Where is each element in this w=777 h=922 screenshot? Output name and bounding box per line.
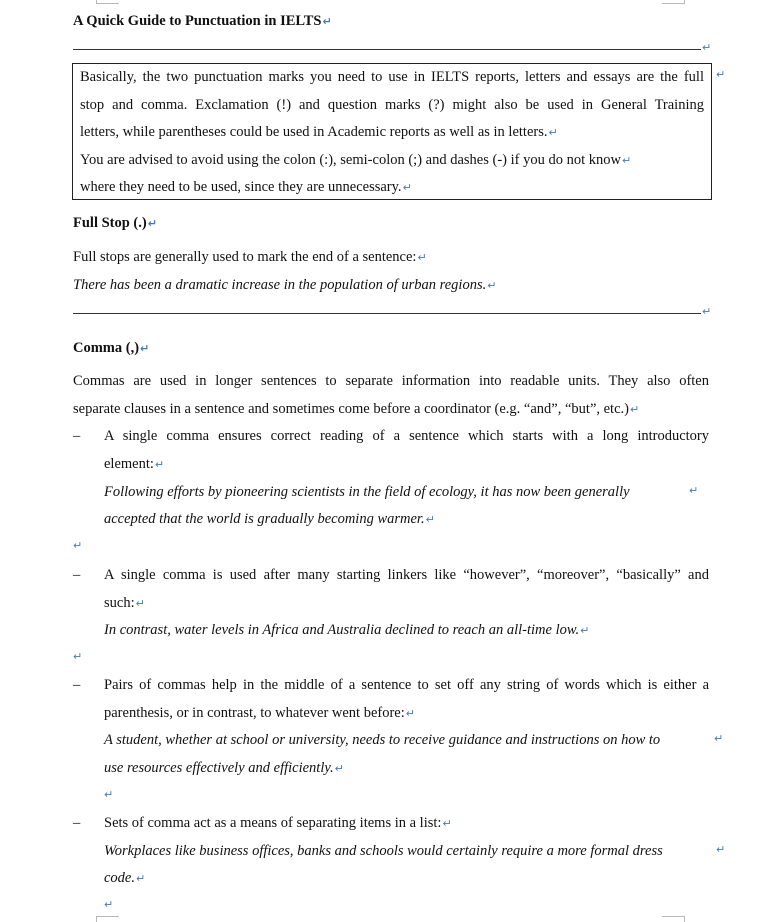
paragraph-mark-icon: ↵ xyxy=(716,843,726,856)
comma-heading: Comma (,)↵ xyxy=(73,340,150,356)
list-item-example: Following efforts by pioneering scientists in the field of ecology, it has now been generally xyxy=(104,484,630,500)
full-stop-example: There has been a dramatic increase in the population of urban regions.↵ xyxy=(73,277,497,293)
paragraph-mark-icon: ↵ xyxy=(629,403,640,416)
paragraph-mark-icon: ↵ xyxy=(135,597,145,610)
list-item-line: Sets of comma act as a means of separating items in a list:↵ xyxy=(104,815,452,831)
paragraph-mark-icon: ↵ xyxy=(689,484,699,497)
list-item-line: A single comma ensures correct reading of a sentence which starts with a long introductory xyxy=(104,428,709,444)
comma-intro-line: separate clauses in a sentence and sometimes come before a coordinator (e.g. “and”, “but”, etc.)↵ xyxy=(73,401,640,417)
paragraph-mark-icon: ↵ xyxy=(104,898,114,911)
paragraph-mark-icon: ↵ xyxy=(702,305,712,318)
intro-line: where they need to be used, since they are unnecessary.↵ xyxy=(80,179,412,195)
paragraph-mark-icon: ↵ xyxy=(548,126,558,139)
intro-line: letters, while parentheses could be used in Academic reports as well as in letters.↵ xyxy=(80,124,558,140)
intro-line: stop and comma. Exclamation (!) and question marks (?) might also be used in General Training xyxy=(80,97,704,113)
list-item-example: code.↵ xyxy=(104,870,146,886)
crop-mark-bottom-right xyxy=(662,916,685,922)
crop-mark-top-left xyxy=(96,0,119,4)
paragraph-mark-icon: ↵ xyxy=(621,154,632,167)
paragraph-mark-icon: ↵ xyxy=(442,817,452,830)
paragraph-mark-icon: ↵ xyxy=(417,251,427,264)
intro-line: You are advised to avoid using the colon (:), semi-colon (;) and dashes (-) if you do not know↵ xyxy=(80,152,632,168)
paragraph-mark-icon: ↵ xyxy=(147,217,157,230)
paragraph-mark-icon: ↵ xyxy=(334,762,344,775)
list-item-example: In contrast, water levels in Africa and Australia declined to reach an all-time low.↵ xyxy=(104,622,590,638)
list-item-example: use resources effectively and efficiently.↵ xyxy=(104,760,344,776)
paragraph-mark-icon: ↵ xyxy=(714,732,724,745)
bullet-dash: – xyxy=(73,677,81,693)
paragraph-mark-icon: ↵ xyxy=(402,181,412,194)
bullet-dash: – xyxy=(73,428,81,444)
list-item-line: A single comma is used after many starting linkers like “however”, “moreover”, “basically” and xyxy=(104,567,709,583)
section-rule xyxy=(73,313,701,314)
bullet-dash: – xyxy=(73,815,81,831)
paragraph-mark-icon: ↵ xyxy=(73,539,83,552)
paragraph-mark-icon: ↵ xyxy=(425,513,435,526)
paragraph-mark-icon: ↵ xyxy=(154,458,165,471)
paragraph-mark-icon: ↵ xyxy=(702,41,712,54)
crop-mark-bottom-left xyxy=(96,916,119,922)
paragraph-mark-icon: ↵ xyxy=(487,279,497,292)
list-item-line: such:↵ xyxy=(104,595,145,611)
paragraph-mark-icon: ↵ xyxy=(322,15,332,28)
crop-mark-top-right xyxy=(662,0,685,4)
paragraph-mark-icon: ↵ xyxy=(716,68,726,81)
full-stop-text: Full stops are generally used to mark the end of a sentence:↵ xyxy=(73,249,427,265)
title-rule xyxy=(73,49,701,50)
paragraph-mark-icon: ↵ xyxy=(136,872,146,885)
paragraph-mark-icon: ↵ xyxy=(104,788,114,801)
intro-line: Basically, the two punctuation marks you need to use in IELTS reports, letters and essays are the full xyxy=(80,69,704,85)
paragraph-mark-icon: ↵ xyxy=(580,624,590,637)
list-item-line: parenthesis, or in contrast, to whatever went before:↵ xyxy=(104,705,415,721)
full-stop-heading: Full Stop (.)↵ xyxy=(73,215,157,231)
paragraph-mark-icon: ↵ xyxy=(73,650,83,663)
list-item-line: Pairs of commas help in the middle of a sentence to set off any string of words which is either a xyxy=(104,677,709,693)
paragraph-mark-icon: ↵ xyxy=(405,707,415,720)
list-item-example: Workplaces like business offices, banks and schools would certainly require a more formal dress xyxy=(104,843,663,859)
list-item-line: element:↵ xyxy=(104,456,165,472)
list-item-example: accepted that the world is gradually becoming warmer.↵ xyxy=(104,511,435,527)
bullet-dash: – xyxy=(73,567,81,583)
document-title: A Quick Guide to Punctuation in IELTS↵ xyxy=(73,13,332,29)
paragraph-mark-icon: ↵ xyxy=(140,342,150,355)
comma-intro-line: Commas are used in longer sentences to separate information into readable units. They also often xyxy=(73,373,709,389)
list-item-example: A student, whether at school or university, needs to receive guidance and instructions on how to xyxy=(104,732,661,748)
